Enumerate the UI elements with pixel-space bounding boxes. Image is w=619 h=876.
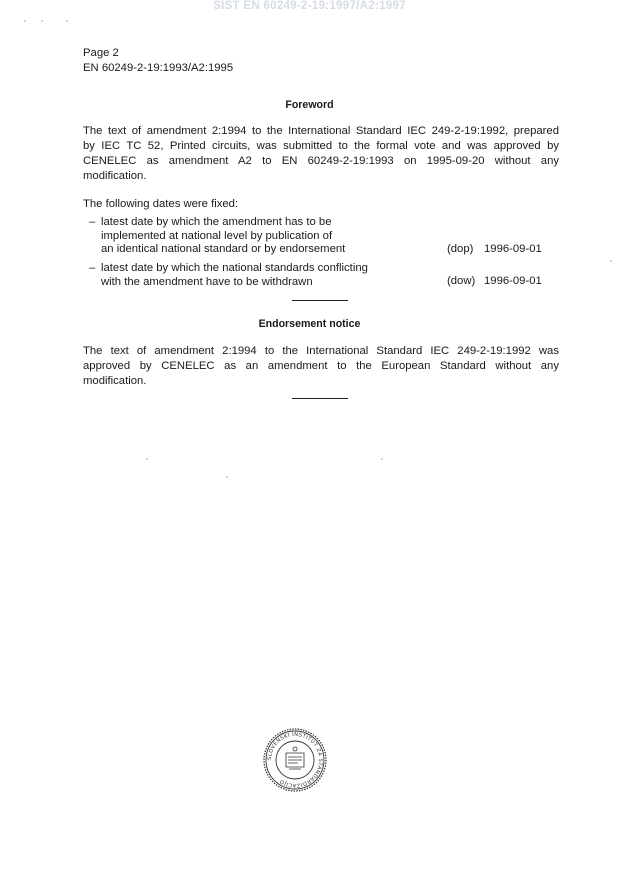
- date-item-line: latest date by which the national standards conflicting: [101, 262, 368, 274]
- date-item-line: implemented at national level by publication of: [101, 229, 333, 242]
- date-item-text: [101, 216, 345, 257]
- scan-speck: [381, 458, 383, 460]
- foreword-title: Foreword: [285, 99, 334, 111]
- seal-graphic: [262, 727, 328, 793]
- section-divider: [292, 300, 348, 301]
- page-header: [83, 46, 233, 76]
- paragraph-line: modification.: [83, 375, 147, 387]
- paragraph-line: by IEC TC 52, Printed circuits, was submitted to the formal vote and was approved by: [83, 140, 559, 152]
- date-value: 1996-09-01: [484, 275, 542, 287]
- seal-text: SLOVENSKI INSTITUT ZA STANDARDIZACIJO: [266, 731, 324, 789]
- official-seal-icon: [262, 727, 328, 793]
- scan-speck: [24, 20, 26, 22]
- scan-speck: [610, 260, 612, 262]
- page-number: Page 2: [83, 47, 119, 59]
- endorsement-paragraph: [83, 344, 559, 389]
- date-item-dow: [89, 262, 551, 290]
- list-dash: –: [89, 262, 96, 274]
- date-item-dop: [89, 216, 551, 258]
- section-divider: [292, 398, 348, 399]
- scan-speck: [66, 20, 68, 22]
- document-reference: EN 60249-2-19:1993/A2:1995: [83, 62, 234, 74]
- list-dash: –: [89, 216, 96, 228]
- date-item-text: [101, 262, 368, 289]
- watermark: SIST EN 60249-2-19:1997/A2:1997: [213, 0, 406, 12]
- dates-intro: The following dates were fixed:: [83, 198, 239, 210]
- date-item-line: latest date by which the amendment has to be: [101, 216, 332, 228]
- date-value: 1996-09-01: [484, 243, 542, 255]
- paragraph-line: CENELEC as amendment A2 to EN 60249-2-19:1993 on 1995-09-20 without any: [83, 155, 559, 167]
- scan-speck: [146, 458, 148, 460]
- paragraph-line: approved by CENELEC as an amendment to the European Standard without any: [83, 360, 559, 372]
- date-item-line: with the amendment have to be withdrawn: [101, 275, 313, 288]
- date-code: (dow): [447, 275, 476, 287]
- paragraph-line: modification.: [83, 170, 147, 182]
- date-code: (dop): [447, 243, 474, 255]
- date-item-line: an identical national standard or by endorsement: [101, 243, 346, 255]
- scan-speck: [41, 20, 43, 22]
- endorsement-title: Endorsement notice: [258, 318, 361, 330]
- paragraph-line: The text of amendment 2:1994 to the International Standard IEC 249-2-19:1992, prepared: [83, 125, 559, 137]
- scan-speck: [226, 476, 228, 478]
- foreword-paragraph: [83, 124, 559, 184]
- paragraph-line: The text of amendment 2:1994 to the International Standard IEC 249-2-19:1992 was: [83, 345, 559, 357]
